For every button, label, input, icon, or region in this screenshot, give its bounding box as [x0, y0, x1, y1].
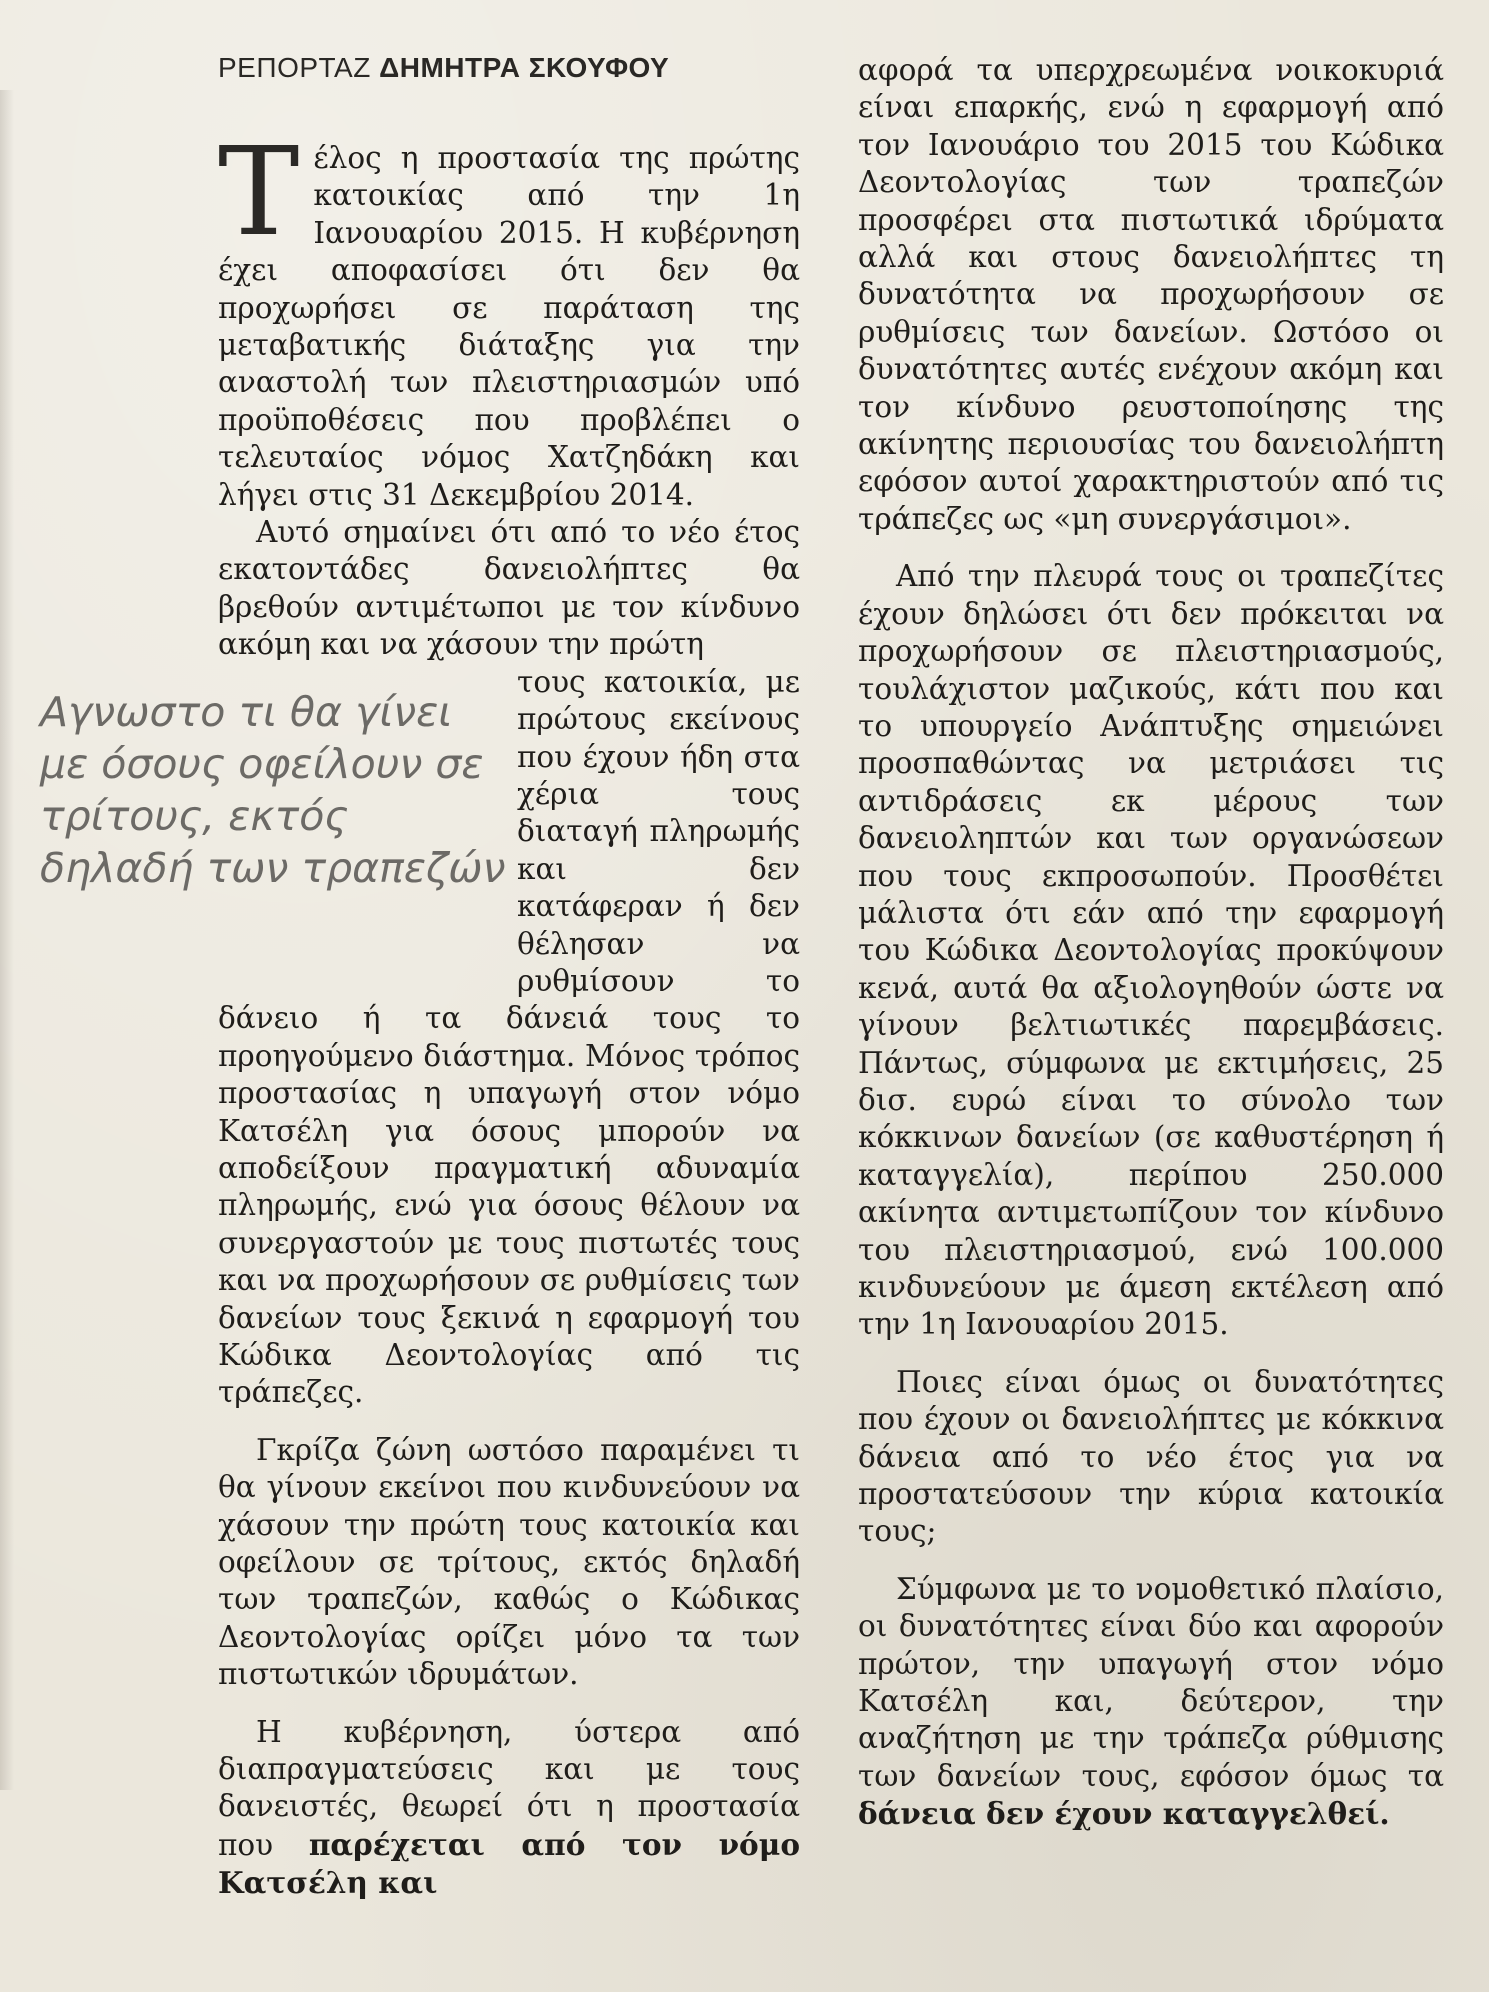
article-column-left: [40, 121, 800, 1903]
paragraph-8-text: Σύμφωνα με το νομοθετικό πλαίσιο, οι δυνατότητες είναι δύο και αφορούν πρώτον, την υπαγωγή στον νόμο Κατσέλη και, δεύτερον, την αναζήτηση με την τράπεζα ρύθμισης των δανείων τους, εφόσον όμως τα: [858, 1571, 1444, 1793]
article-paragraph: Αυτό σημαίνει ότι από το νέο έτος εκατοντάδες δανειολήπτες θα βρεθούν αντιμέτωποι με τον κίνδυνο ακόμη και να χάσουν την πρώτη: [218, 515, 800, 662]
paragraph-4-bold-text: παρέχεται από τον νόμο Κατσέλη και: [218, 1826, 800, 1901]
article-paragraph: Γκρίζα ζώνη ωστόσο παραμένει τι θα γίνουν εκείνοι που κινδυνεύουν να χάσουν την πρώτη τους κατοικία και οφείλουν σε τρίτους, εκτός δηλαδή των τραπεζών, καθώς ο Κώδικας Δεοντολογίας ορίζει μόνο τα των πιστωτικών ιδρυμάτων.: [218, 1432, 800, 1692]
article-column-right: [858, 52, 1444, 1834]
drop-cap: Τ: [218, 121, 300, 263]
byline: [218, 52, 669, 84]
article-paragraph: [858, 1571, 1444, 1834]
article-paragraph: [218, 1714, 800, 1903]
paragraph-4-text: Η κυβέρνηση, ύστερα από διαπραγματεύσεις και με τους δανειστές, θεωρεί ότι η προστασία που: [218, 1714, 800, 1862]
article-paragraph: [218, 121, 800, 514]
article-paragraph: Από την πλευρά τους οι τραπεζίτες έχουν δηλώσει ότι δεν πρόκειται να προχωρήσουν σε πλειστηριασμούς, τουλάχιστον μαζικούς, κάτι που και το υπουργείο Ανάπτυξης σημειώνει προσπαθώντας να μετριάσει τις αντιδράσεις εκ μέρους των δανειοληπτών και των οργανώσεων που τους εκπροσωπούν. Προσθέτει μάλιστα ότι εάν από την εφαρμογή του Κώδικα Δεοντολογίας προκύψουν κενά, αυτά θα αξιολογηθούν ώστε να γίνουν βελτιωτικές παρεμβάσεις. Πάντως, σύμφωνα με εκτιμήσεις, 25 δισ. ευρώ είναι το σύνολο των κόκκινων δανείων (σε καθυστέρηση ή καταγγελία), περίπου 250.000 ακίνητα αντιμετωπίζουν τον κίνδυνο του πλειστηριασμού, ενώ 100.000 κινδυνεύουν με άμεση εκτέλεση από την 1η Ιανουαρίου 2015.: [858, 559, 1444, 1342]
article-paragraph: αφορά τα υπερχρεωμένα νοικοκυριά είναι επαρκής, ενώ η εφαρμογή από τον Ιανουάριο του 2015 του Κώδικα Δεοντολογίας των τραπεζών προσφέρει στα πιστωτικά ιδρύματα αλλά και στους δανειολήπτες τη δυνατότητα να προχωρήσουν σε ρυθμίσεις των δανείων. Ωστόσο οι δυνατότητες αυτές ενέχουν ακόμη και τον κίνδυνο ρευστοποίησης της ακίνητης περιουσίας του δανειολήπτη εφόσον αυτοί χαρακτηριστούν από τις τράπεζες ως «μη συνεργάσιμοι».: [858, 53, 1444, 536]
byline-label: ΡΕΠΟΡΤΑΖ: [218, 52, 371, 83]
paragraph-2-continued-text: τους κατοικία, με πρώτους εκείνους που έχουν ήδη στα χέρια τους διαταγή πληρωμής και δεν κατάφεραν ή δεν θέλησαν να ρυθμίσουν το δάνειο ή τα δάνειά τους το προηγούμενο διάστημα. Μόνος τρόπος προστασίας η υπαγωγή στον νόμο Κατσέλη για όσους μπορούν να αποδείξουν πραγματική αδυναμία πληρωμής, ενώ για όσους θέλουν να συνεργαστούν με τους πιστωτές τους και να προχωρήσουν σε ρυθμίσεις των δανείων τους ξεκινά η εφαρμογή του Κώδικα Δεοντολογίας από τις τράπεζες.: [218, 664, 800, 1410]
paragraph-1-text: έλος η προστασία της πρώτης κατοικίας από την 1η Ιανουαρίου 2015. Η κυβέρνηση έχει αποφασίσει ότι δεν θα προχωρήσει σε παράταση της μεταβατικής διάταξης για την αναστολή των πλειστηριασμών υπό προϋποθέσεις που προβλέπει ο τελευταίος νόμος Χατζηδάκη και λήγει στις 31 Δεκεμβρίου 2014.: [218, 141, 800, 512]
paragraph-8-bold-text: δάνεια δεν έχουν καταγγελθεί.: [858, 1796, 1390, 1832]
pull-quote: Αγνωστο τι θα γίνει με όσους οφείλουν σε τρίτους, εκτός δηλαδή των τραπεζών: [40, 687, 506, 892]
article-paragraph: Ποιες είναι όμως οι δυνατότητες που έχουν οι δανειολήπτες με κόκκινα δάνεια από το νέο έτος για να προστατεύσουν την κύρια κατοικία τους;: [858, 1364, 1444, 1549]
byline-author: ΔΗΜΗΤΡΑ ΣΚΟΥΦΟΥ: [379, 52, 670, 83]
article-paragraph-continued: [40, 664, 800, 1412]
pull-quote-box: [0, 664, 506, 964]
